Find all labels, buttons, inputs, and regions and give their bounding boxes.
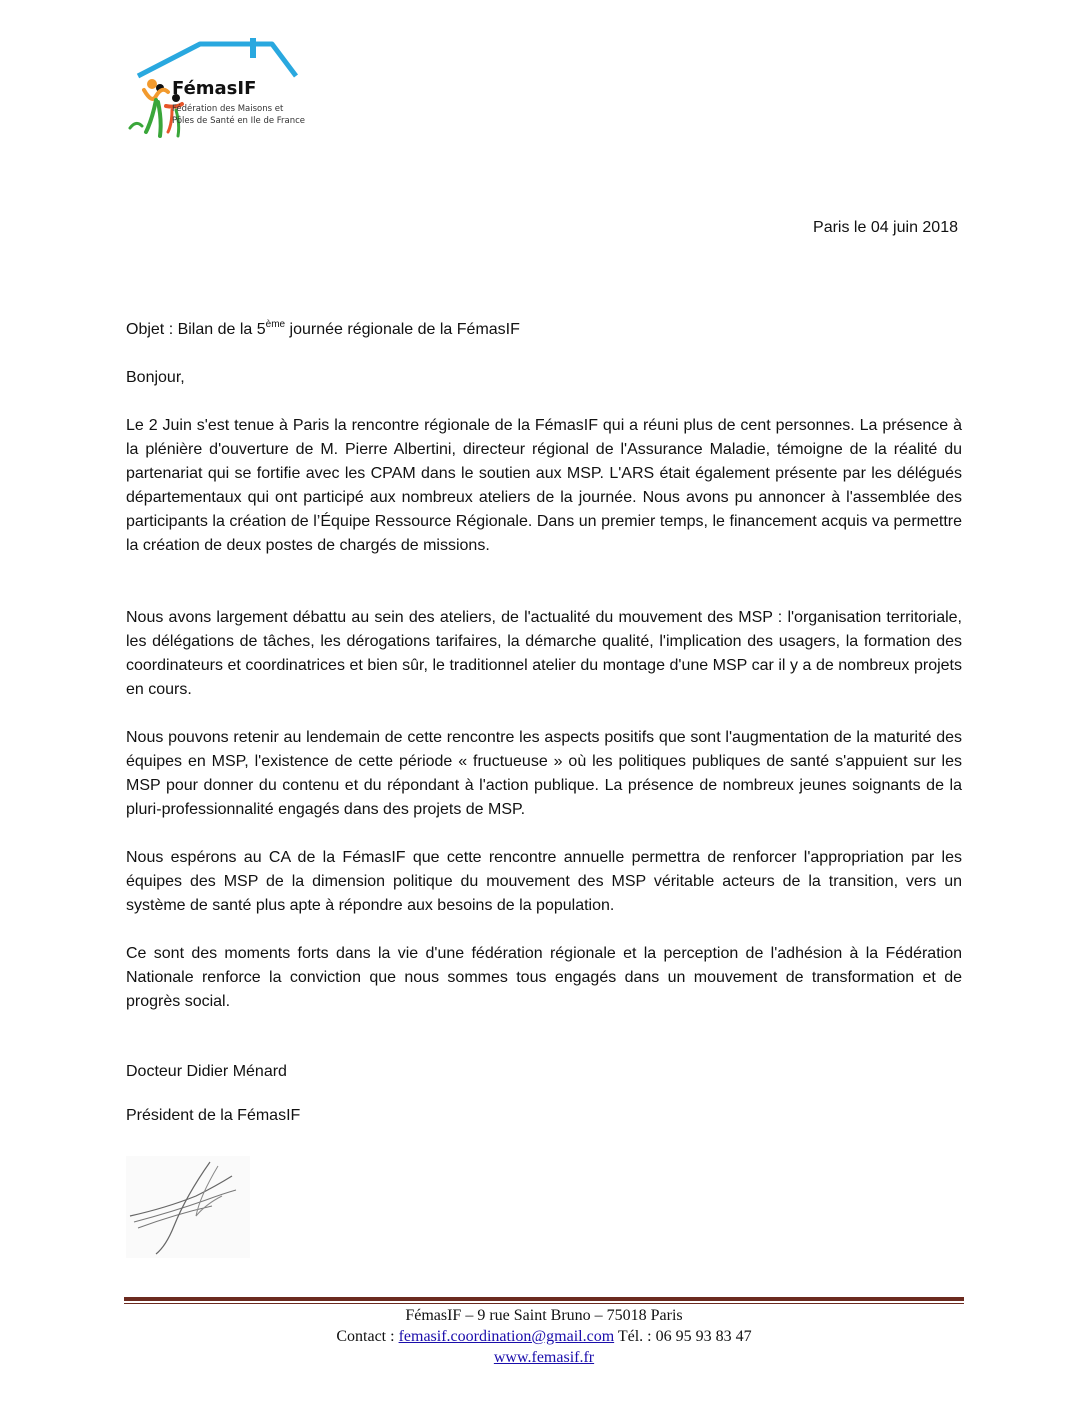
- paragraph-1: Le 2 Juin s'est tenue à Paris la rencontre régionale de la FémasIF qui a réuni plus de cent personnes. La présence à la plénière d'ouverture de M. Pierre Albertini, directeur régional de l'Assurance Maladie, témoigne de la réalité du partenariat qui se fortifie avec les CPAM dans le soutien aux MSP. L'ARS était également présente par les délégués départementaux qui ont participé aux nombreux ateliers de la journée. Nous avons pu annoncer à l'assemblée des participants la création de l’Équipe Ressource Régionale. Dans un premier temps, le financement acquis va permettre la création de deux postes de chargés de missions.: [126, 417, 962, 554]
- object-prefix: Objet : Bilan de la 5: [126, 321, 266, 338]
- logo-subtitle-line2: Pôles de Santé en Ile de France: [172, 116, 306, 126]
- paragraph-5: Ce sont des moments forts dans la vie d'une fédération régionale et la perception de l'adhésion à la Fédération Nationale renforce la conviction que nous sommes tous engagés dans un mouvement de transformation et de progrès social.: [126, 945, 962, 1010]
- greeting: Bonjour,: [126, 369, 185, 386]
- footer-website-link[interactable]: www.femasif.fr: [493, 1349, 595, 1366]
- paragraph-3: Nous pouvons retenir au lendemain de cette rencontre les aspects positifs que sont l'augmentation de la maturité des équipes en MSP, l'existence de cette période « fructueuse » où les politiques publiques de santé s'appuient sur les MSP pour donner du contenu et du répondant à l'action publique. La présence de nombreux jeunes soignants de la pluri-professionnalité engagés dans des projets de MSP.: [126, 729, 962, 818]
- logo-subtitle: [172, 103, 305, 127]
- logo-title: FémasIF: [172, 78, 257, 99]
- footer-contact: [124, 1326, 964, 1347]
- object-superscript: ème: [265, 319, 286, 330]
- signatory-role: Président de la FémasIF: [126, 1107, 301, 1124]
- footer-rule-thick: [124, 1297, 964, 1301]
- signatory-name: Docteur Didier Ménard: [126, 1063, 287, 1080]
- letter-date: Paris le 04 juin 2018: [813, 219, 958, 236]
- footer-email-link[interactable]: femasif.coordination@gmail.com: [398, 1328, 615, 1345]
- object-suffix: journée régionale de la FémasIF: [285, 321, 520, 338]
- footer: [124, 1305, 964, 1368]
- footer-phone: Tél. : 06 95 93 83 47: [614, 1328, 752, 1345]
- footer-address: FémasIF – 9 rue Saint Bruno – 75018 Paris: [405, 1307, 683, 1324]
- footer-rule-thin: [124, 1303, 964, 1304]
- paragraph-2: Nous avons largement débattu au sein des ateliers, de l'actualité du mouvement des MSP : l'organisation territoriale, les délégations de tâches, les dérogations tarifaires, la démarche qualité, l'implication des usagers, la formation des coordinateurs et coordinatrices et bien sûr, le traditionnel atelier du montage d'une MSP car il y a de nombreux projets en cours.: [126, 609, 962, 698]
- paragraph-4: Nous espérons au CA de la FémasIF que cette rencontre annuelle permettra de renforcer l'appropriation par les équipes des MSP de la dimension politique du mouvement des MSP véritable acteurs de la transition, vers un système de santé plus apte à répondre aux besoins de la population.: [126, 849, 962, 914]
- letter-object: [126, 318, 962, 342]
- logo-subtitle-line1: Fédération des Maisons et: [172, 104, 284, 114]
- handwritten-signature: [126, 1156, 250, 1258]
- footer-contact-label: Contact :: [336, 1328, 399, 1345]
